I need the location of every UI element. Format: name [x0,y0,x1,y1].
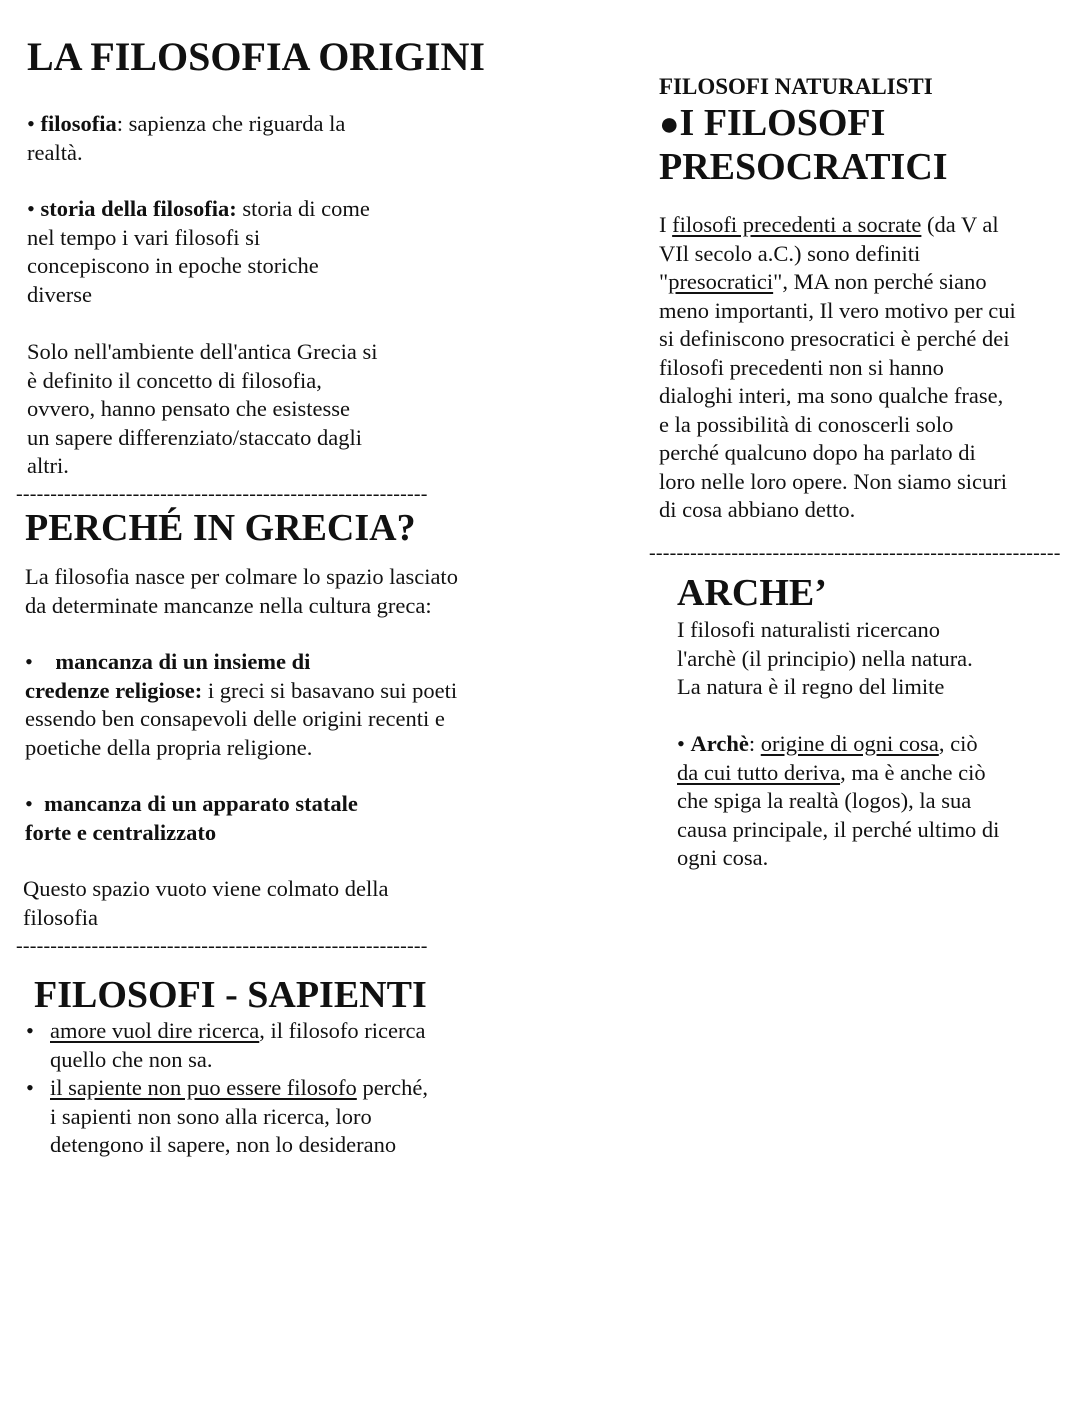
text-line: ovvero, hanno pensato che esistesse [27,396,351,421]
text-line: l'archè (il principio) nella natura. [677,645,973,671]
text-line: un sapere differenziato/staccato dagli [27,424,363,450]
arche-definition [677,730,1067,873]
definition-storia [27,195,447,309]
term-storia: storia della filosofia: [40,196,237,221]
bold-text: mancanza di un apparato statale [44,791,358,816]
divider: ------------------------------------------------------------ [16,936,428,956]
paragraph-grecia [27,338,447,481]
text-line: , il filosofo ricerca [259,1018,426,1043]
definition-text: : sapienza che riguarda la [116,111,346,136]
list-item [24,1017,504,1074]
grecia-item-religione [25,648,545,762]
grecia-closing [23,875,543,932]
bullet: • [26,1075,34,1100]
text-line: (da V al [921,212,999,237]
text-line: e la possibilità di conoscerli solo [659,411,954,437]
text-line: si definiscono presocratici è perché dei [659,326,1010,351]
text-line: ogni cosa. [677,845,769,870]
underlined-text: amore vuol dire ricerca [50,1018,260,1043]
bullet: • [677,731,685,756]
presocratici-paragraph [659,211,1069,525]
sapienti-list [24,1017,504,1160]
term-filosofia: filosofia [40,111,117,136]
text-line: essendo ben consapevoli delle origini recenti e [25,706,445,731]
text-line: La natura è il regno del limite [677,674,945,699]
divider: ------------------------------------------------------------ [16,484,428,504]
underlined-text: presocratici [668,269,774,294]
definition-filosofia [27,110,447,167]
arche-intro [677,616,1067,702]
grecia-intro [25,563,545,620]
text-line: i sapienti non sono alla ricerca, loro [50,1103,372,1129]
title-line: I FILOSOFI [679,102,886,144]
section-title-arche: ARCHE’ [677,572,827,614]
list-item [24,1074,504,1160]
text-line: I [659,212,673,237]
text-line: che spiga la realtà (logos), la sua [677,788,972,813]
bold-text: credenze religiose: [25,677,203,703]
bullet: • [27,111,35,136]
kicker-naturalisti: FILOSOFI NATURALISTI [659,74,933,99]
text-line: : [748,731,761,756]
title-line: PRESOCRATICI [659,146,948,188]
page-title: LA FILOSOFIA ORIGINI [27,34,485,79]
text-line: perché, [356,1075,429,1100]
text-line: loro nelle loro opere. Non siamo sicuri [659,468,1008,494]
text-line: detengono il sapere, non lo desiderano [50,1132,397,1157]
grecia-item-stato [25,790,545,847]
text-line: da determinate mancanze nella cultura greca: [25,592,432,618]
divider: ------------------------------------------------------------ [649,543,1061,563]
bold-text: mancanza di un insieme di [55,649,311,674]
text-line: filosofi precedenti non si hanno [659,354,944,380]
text-line: Questo spazio vuoto viene colmato della [23,876,389,901]
definition-text: diverse [27,281,92,307]
text-line: dialoghi interi, ma sono qualche frase, [659,383,1004,408]
definition-text: storia di come [236,196,370,221]
bullet: • [27,196,35,221]
bullet: • [25,791,33,816]
text-line: altri. [27,453,69,478]
bullet: • [25,649,33,674]
text-line: La filosofia nasce per colmare lo spazio lasciato [25,564,458,589]
text-line: è definito il concetto di filosofia, [27,367,322,393]
text-line: poetiche della propria religione. [25,734,313,760]
text-line: di cosa abbiano detto. [659,497,856,522]
term-arche: Archè [690,731,749,756]
definition-text: concepiscono in epoche storiche [27,253,319,278]
section-title-sapienti: FILOSOFI - SAPIENTI [34,974,427,1016]
text-line: i greci si basavano sui poeti [202,677,458,703]
definition-text: nel tempo i vari filosofi si [27,224,261,250]
bullet: • [26,1018,34,1043]
text-line: VIl secolo a.C.) sono definiti [659,240,921,266]
text-line: , ciò [938,731,978,756]
bold-text: forte e centralizzato [25,819,217,845]
text-line: perché qualcuno dopo ha parlato di [659,440,976,465]
underlined-text: da cui tutto deriva [677,759,841,785]
underlined-text: il sapiente non puo essere filosofo [50,1075,357,1100]
section-title-presocratici [659,102,948,189]
text-line: meno importanti, Il vero motivo per cui [659,297,1016,323]
definition-text: realtà. [27,139,83,165]
section-title-grecia: PERCHÉ IN GRECIA? [25,507,416,549]
text-line: filosofia [23,904,98,930]
underlined-text: origine di ogni cosa [760,731,939,756]
text-line: " [659,269,669,294]
underlined-text: filosofi precedenti a socrate [672,212,922,237]
bullet-icon: ● [659,106,680,143]
text-line: I filosofi naturalisti ricercano [677,617,941,642]
text-line: , ma è anche ciò [840,759,986,785]
text-line: causa principale, il perché ultimo di [677,816,1000,842]
text-line: Solo nell'ambiente dell'antica Grecia si [27,339,378,364]
text-line: quello che non sa. [50,1046,213,1072]
text-line: ", MA non perché siano [773,269,987,294]
